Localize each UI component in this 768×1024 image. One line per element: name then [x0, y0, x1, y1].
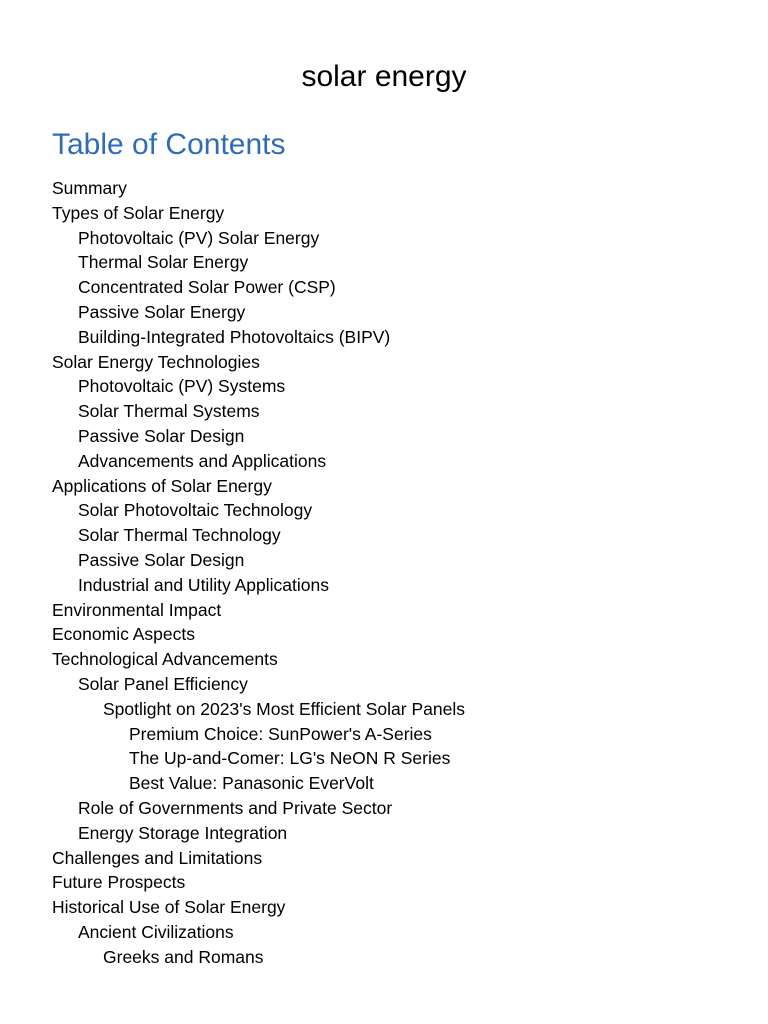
- toc-entry[interactable]: Passive Solar Energy: [78, 301, 246, 322]
- toc-entry[interactable]: Photovoltaic (PV) Solar Energy: [78, 227, 320, 248]
- toc-entry[interactable]: Passive Solar Design: [78, 425, 245, 446]
- toc-entry[interactable]: Ancient Civilizations: [78, 921, 234, 942]
- toc-entry[interactable]: Thermal Solar Energy: [78, 252, 249, 273]
- toc-entry[interactable]: Passive Solar Design: [78, 549, 245, 570]
- toc-entry[interactable]: Role of Governments and Private Sector: [78, 797, 393, 818]
- toc-entry[interactable]: Spotlight on 2023's Most Efficient Solar Panels: [103, 698, 465, 719]
- toc-entry[interactable]: Solar Photovoltaic Technology: [78, 500, 313, 521]
- toc-entry[interactable]: Photovoltaic (PV) Systems: [78, 376, 286, 397]
- toc-entry[interactable]: Solar Energy Technologies: [52, 351, 260, 372]
- toc-entry[interactable]: Solar Panel Efficiency: [78, 673, 248, 694]
- toc-entry[interactable]: Environmental Impact: [52, 599, 222, 620]
- toc-entry[interactable]: The Up-and-Comer: LG's NeON R Series: [129, 748, 451, 769]
- toc-entry[interactable]: Challenges and Limitations: [52, 847, 263, 868]
- toc-entry[interactable]: Concentrated Solar Power (CSP): [78, 277, 336, 298]
- toc-entry[interactable]: Future Prospects: [52, 872, 186, 893]
- toc-entry[interactable]: Historical Use of Solar Energy: [52, 897, 286, 918]
- toc-entry[interactable]: Summary: [52, 178, 127, 198]
- toc-entry[interactable]: Industrial and Utility Applications: [78, 574, 329, 595]
- toc-entry[interactable]: Applications of Solar Energy: [52, 475, 272, 496]
- toc-entry[interactable]: Technological Advancements: [52, 649, 278, 670]
- toc-entry[interactable]: Greeks and Romans: [103, 946, 264, 967]
- toc-entry[interactable]: Types of Solar Energy: [52, 202, 225, 223]
- toc-entry[interactable]: Solar Thermal Technology: [78, 525, 281, 546]
- toc-entry[interactable]: Premium Choice: SunPower's A-Series: [129, 723, 432, 744]
- toc-entry[interactable]: Best Value: Panasonic EverVolt: [129, 773, 374, 794]
- toc-entry[interactable]: Energy Storage Integration: [78, 822, 288, 843]
- toc-list: [52, 176, 465, 970]
- toc-entry[interactable]: Advancements and Applications: [78, 450, 327, 471]
- toc-entry[interactable]: Solar Thermal Systems: [78, 401, 260, 422]
- toc-entry[interactable]: Economic Aspects: [52, 624, 195, 645]
- toc-heading: Table of Contents: [52, 128, 286, 161]
- toc-entry[interactable]: Building-Integrated Photovoltaics (BIPV): [78, 326, 391, 347]
- document-title: solar energy: [301, 60, 467, 93]
